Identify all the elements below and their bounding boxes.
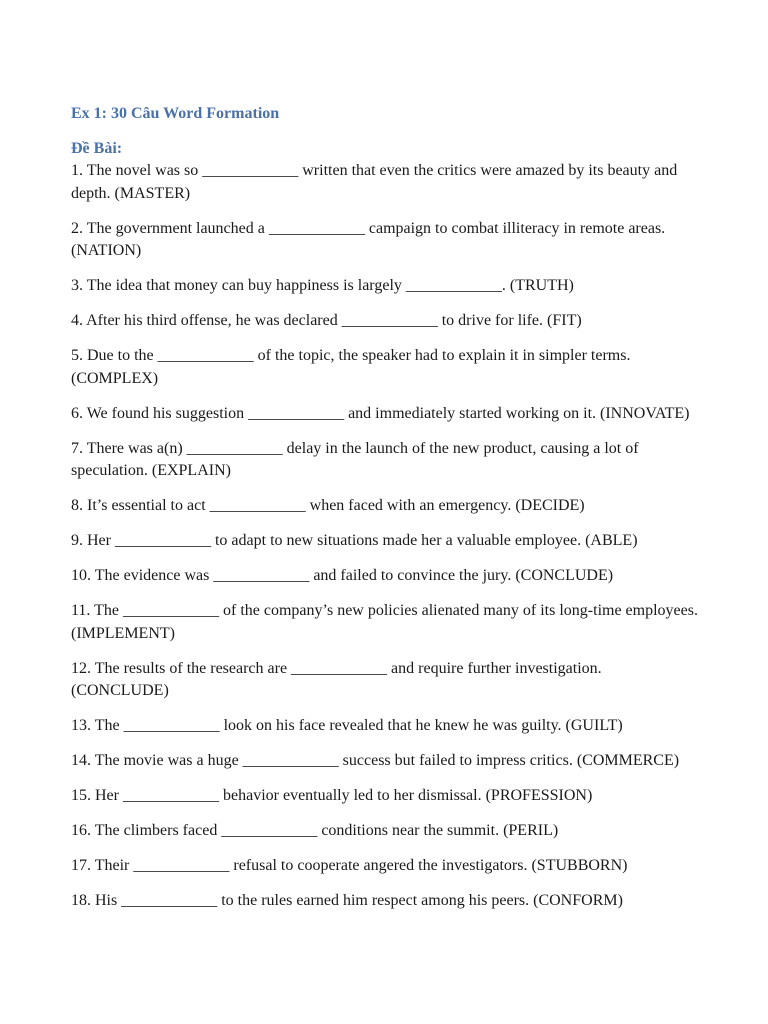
section-label: Đề Bài: xyxy=(71,140,123,157)
document-page xyxy=(71,103,701,925)
question-item: 3. The idea that money can buy happiness is largely ____________. (TRUTH) xyxy=(71,277,574,294)
question-item: 18. His ____________ to the rules earned him respect among his peers. (CONFORM) xyxy=(71,892,623,909)
question-item: 6. We found his suggestion ____________ and immediately started working on it. (INNOVATE) xyxy=(71,404,690,422)
question-item: 1. The novel was so ____________ written that even the critics were amazed by its beauty and depth. (MASTER) xyxy=(71,162,678,202)
question-item: 4. After his third offense, he was declared ____________ to drive for life. (FIT) xyxy=(71,312,582,329)
question-item: 13. The ____________ look on his face revealed that he knew he was guilty. (GUILT) xyxy=(71,717,623,734)
question-item: 7. There was a(n) ____________ delay in the launch of the new product, causing a lot of speculation. (EXPLAIN) xyxy=(71,439,639,479)
question-item: 17. Their ____________ refusal to cooperate angered the investigators. (STUBBORN) xyxy=(71,857,628,874)
question-item: 16. The climbers faced ____________ conditions near the summit. (PERIL) xyxy=(71,822,559,839)
question-item: 10. The evidence was ____________ and failed to convince the jury. (CONCLUDE) xyxy=(71,567,614,584)
question-item: 9. Her ____________ to adapt to new situations made her a valuable employee. (ABLE) xyxy=(71,532,638,549)
question-item: 5. Due to the ____________ of the topic, the speaker had to explain it in simpler terms. (COMPLEX) xyxy=(71,347,631,387)
question-item: 14. The movie was a huge ____________ success but failed to impress critics. (COMMERCE) xyxy=(71,752,680,769)
question-item: 2. The government launched a ____________ campaign to combat illiteracy in remote areas. (NATION) xyxy=(71,219,666,259)
question-list xyxy=(71,160,701,913)
question-item: 15. Her ____________ behavior eventually led to her dismissal. (PROFESSION) xyxy=(71,787,593,804)
question-item: 12. The results of the research are ____________ and require further investigation. (CONCLUDE) xyxy=(71,659,602,699)
question-item: 8. It’s essential to act ____________ when faced with an emergency. (DECIDE) xyxy=(71,497,585,514)
exercise-title: Ex 1: 30 Câu Word Formation xyxy=(71,105,280,122)
question-item: 11. The ____________ of the company’s new policies alienated many of its long-time employees. (IMPLEMENT) xyxy=(71,602,698,642)
